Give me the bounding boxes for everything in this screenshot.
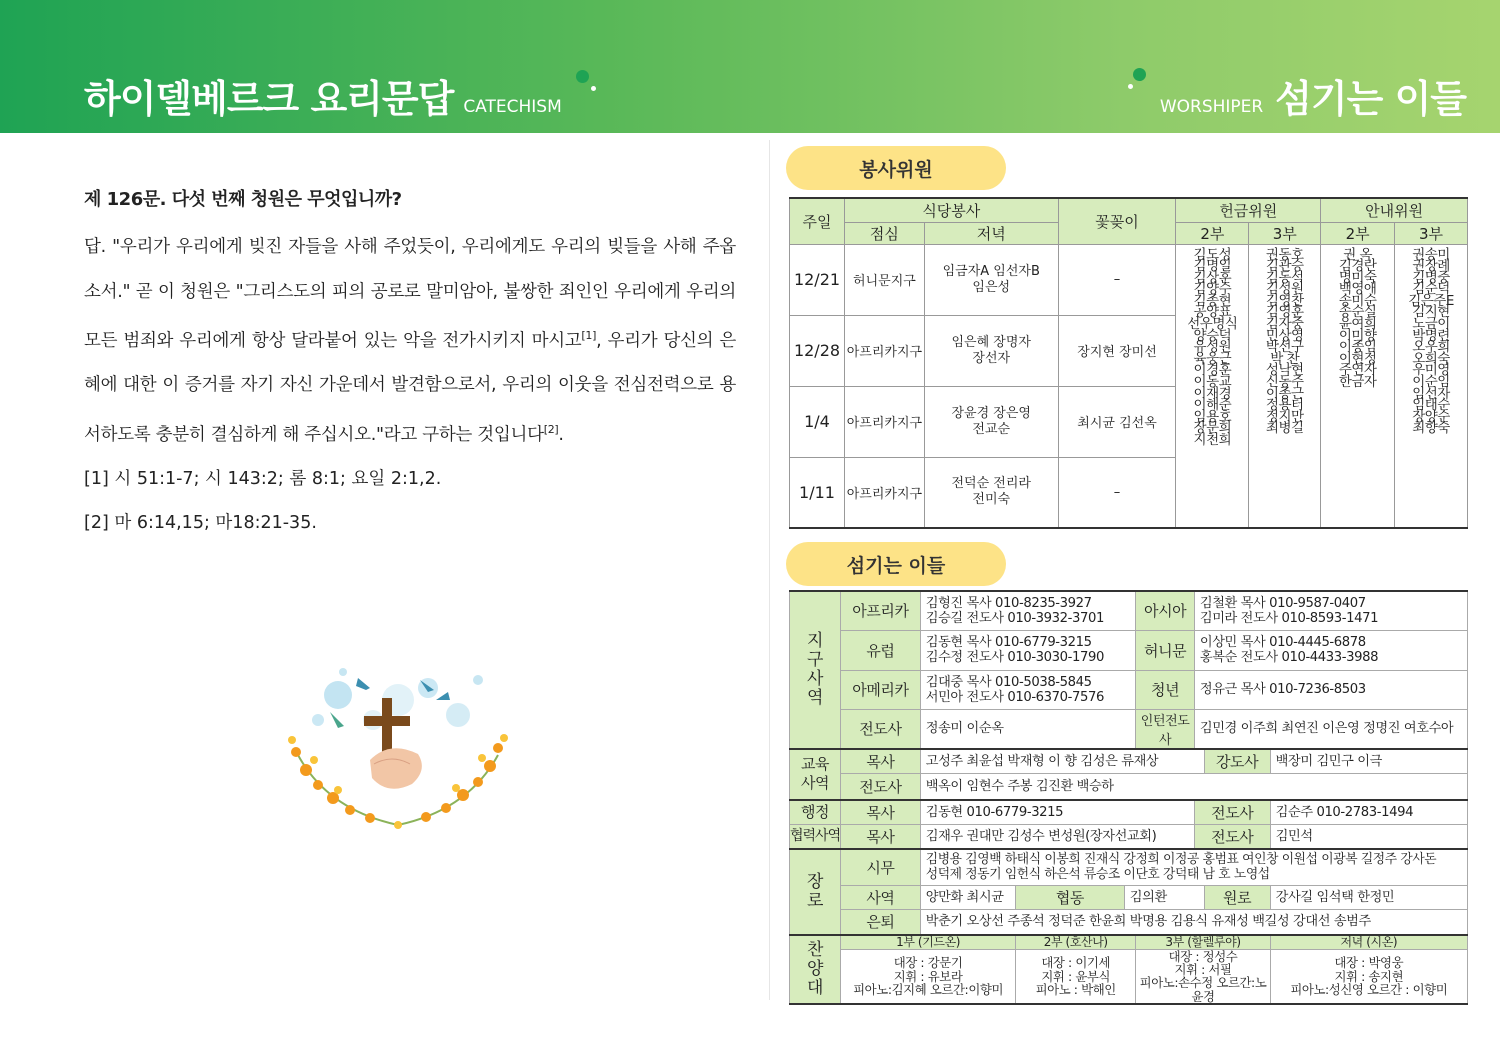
evangelist-label: 전도사	[841, 709, 921, 749]
africa-contact-1: 김형진 목사 010-8235-3927	[925, 595, 1092, 611]
row-lunch: 아프리카지구	[844, 315, 924, 386]
choir-4-name: 저녁 (시온)	[1270, 935, 1467, 950]
offering-3bu-names: 권동호 김관승 김동석 김성원 김영찬 김영훈 김자중 민상영 박선구 박 찬 성낙현 신동주 이종근 정용터 정지만 최병길	[1249, 244, 1321, 528]
edu-label-text: 교육사역	[800, 755, 830, 792]
admin-pastor-contact: 김동현 010-6779-3215	[920, 800, 1194, 825]
header-week: 주일	[790, 198, 845, 244]
district-label-text: 지구사역	[807, 630, 824, 708]
choir-2-name: 2부 (호산나)	[1016, 935, 1136, 950]
active-elder-line-2: 성덕제 정동기 임헌식 하은석 류승조 이단호 강덕태 남 호 노영섭	[925, 867, 1270, 883]
row-dinner: 임금자A 임선자B 임은성	[924, 244, 1058, 315]
usher-2bu-names: 권 옥 김경란 명미숙 백영애 송미순 송순실 윤여희 이미향 이종임 이현정 주연자 한금자	[1321, 244, 1395, 528]
choir-1-body: 대장 : 강문기 지휘 : 유보라 피아노:김지혜 오르간:이향미	[841, 949, 1016, 1004]
intern-names: 김민경 이주희 최연진 이은영 정명진 여호수아	[1194, 709, 1467, 749]
row-flower: –	[1058, 244, 1176, 315]
america-contact-2: 서민아 전도사 010-6370-7576	[925, 689, 1104, 705]
europe-contact-2: 김수정 전도사 010-3030-1790	[925, 650, 1104, 665]
asia-label: 아시아	[1136, 591, 1194, 630]
catechism-section	[84, 185, 736, 545]
edu-pastor-label: 목사	[841, 749, 921, 774]
catechism-title: 하이델베르크 요리문답	[84, 77, 454, 121]
header-dinner: 저녁	[924, 222, 1058, 244]
worshiper-header	[1160, 68, 1466, 123]
table-row	[790, 244, 1468, 315]
america-label: 아메리카	[841, 670, 921, 709]
row-flower: 장지현 장미선	[1058, 315, 1176, 386]
honeymoon-contact-1: 이상민 목사 010-4445-6878	[1199, 635, 1366, 650]
row-flower: 최시균 김선옥	[1058, 386, 1176, 457]
header-usher: 안내위원	[1321, 198, 1468, 222]
volunteers-table	[789, 197, 1468, 529]
africa-contacts	[920, 591, 1136, 630]
elder-label	[790, 849, 841, 935]
row-date: 12/21	[790, 244, 845, 315]
offering-2bu-names: 김도성 김명일 김상훈 김양수 김종현 공양표 선우명식 양승덕 유성원 육웅근 이경훈 이동교 이재경 이해준 임용호 장문희 지천희	[1176, 244, 1249, 528]
youth-label: 청년	[1136, 670, 1194, 709]
asia-contact-2: 김미라 전도사 010-8593-1471	[1199, 610, 1379, 626]
white-dot-icon	[591, 86, 596, 91]
reference-2: [2] 마 6:14,15; 마18:21-35.	[84, 513, 317, 534]
emeritus-elder-label: 원로	[1204, 886, 1270, 910]
coop-pastor-label: 목사	[841, 825, 921, 849]
america-contact-1: 김대중 목사 010-5038-5845	[925, 674, 1092, 690]
coop-pastor-names: 김재우 권대만 김성수 변성원(장자선교회)	[920, 825, 1194, 849]
europe-contacts	[920, 630, 1136, 670]
europe-label: 유럽	[841, 630, 921, 670]
choir-3-body: 대장 : 정성수 지휘 : 서필 피아노:손수정 오르간:노윤경	[1136, 949, 1270, 1004]
edu-evangelist-names: 백옥이 임현수 주봉 김진환 백승하	[920, 774, 1467, 800]
active-elder-line-1: 김병용 김영백 하태식 이봉희 진재식 강정희 이정공 홍범표 여인창 이원섭 이광복 길정주 강사돈	[925, 852, 1437, 868]
choir-2-body: 대장 : 이기세 지휘 : 윤부식 피아노 : 박해인	[1016, 949, 1136, 1004]
africa-contact-2: 김승길 전도사 010-3932-3701	[925, 610, 1104, 626]
worshiper-title: 섬기는 이들	[1275, 77, 1466, 121]
header-offering-2bu: 2부	[1176, 222, 1249, 244]
row-date: 12/28	[790, 315, 845, 386]
ministry-elder-label: 사역	[841, 886, 921, 910]
row-dinner: 전덕순 전리라 전미숙	[924, 457, 1058, 528]
header-usher-3bu: 3부	[1395, 222, 1468, 244]
assoc-elder-names: 김의환	[1124, 886, 1204, 910]
lecturer-names: 백장미 김민구 이극	[1270, 749, 1467, 774]
lecturer-label: 강도사	[1204, 749, 1270, 774]
green-dot-icon	[576, 70, 589, 83]
catechism-question: 제 126문. 다섯 번째 청원은 무엇입니까?	[84, 189, 402, 210]
footnote-mark-1: [1]	[581, 329, 597, 342]
evangelist-names: 정송미 이순옥	[920, 709, 1136, 749]
header-lunch: 점심	[844, 222, 924, 244]
ministry-elder-names: 양만화 최시균	[920, 886, 1015, 910]
honeymoon-label: 허니문	[1136, 630, 1194, 670]
row-flower: –	[1058, 457, 1176, 528]
youth-contact: 정유근 목사 010-7236-8503	[1194, 670, 1467, 709]
edu-label	[790, 749, 841, 800]
cross-hands-illustration	[278, 660, 518, 830]
header-flower: 꽃꽂이	[1058, 198, 1176, 244]
asia-contact-1: 김철환 목사 010-9587-0407	[1199, 595, 1366, 611]
answer-part-2: , 우리가 당신의 은혜에 대한 이 증거를 자기 자신 가운데서 발견함으로서, 우리의 이웃을 전심전력으로 용서하도록 충분히 결심하게 해 주십시오."라고 구하는 것입니다	[84, 330, 736, 445]
green-dot-icon	[1133, 68, 1146, 81]
volunteers-title: 봉사위원	[786, 146, 1006, 190]
intern-label: 인턴전도사	[1136, 709, 1194, 749]
elder-label-text: 장로	[807, 871, 824, 911]
edu-evangelist-label: 전도사	[841, 774, 921, 800]
column-divider	[769, 140, 770, 1000]
row-date: 1/4	[790, 386, 845, 457]
worshiper-subtitle: WORSHIPER	[1159, 97, 1264, 117]
honeymoon-contact-2: 홍복순 전도사 010-4433-3988	[1199, 650, 1379, 665]
header-offering-3bu: 3부	[1249, 222, 1321, 244]
header-usher-2bu: 2부	[1321, 222, 1395, 244]
admin-evangelist-contact: 김순주 010-2783-1494	[1270, 800, 1467, 825]
active-elder-label: 시무	[841, 849, 921, 886]
reference-1: [1] 시 51:1-7; 시 143:2; 롬 8:1; 요일 2:1,2.	[84, 469, 442, 490]
active-elder-names	[920, 849, 1467, 886]
admin-label: 행정	[790, 800, 841, 825]
retired-elder-names: 박춘기 오상선 주종석 정덕준 한윤희 박명용 김용식 유재성 백길성 강대선 송범주	[920, 910, 1467, 935]
district-label	[790, 591, 841, 749]
usher-3bu-names: 권송미 권장례 김명중 김순덕 김은주E 김지현 노금이 박명련 오우희 오희숙 우미영 이순임 임선자 임태순 장양순 최향숙	[1395, 244, 1468, 528]
edu-pastor-names: 고성주 최윤섭 박재형 이 향 김성은 류재상	[920, 749, 1204, 774]
header-offering: 헌금위원	[1176, 198, 1321, 222]
row-dinner: 임은혜 장명자 장선자	[924, 315, 1058, 386]
choir-label-text: 찬양대	[807, 939, 824, 998]
coop-evangelist-label: 전도사	[1194, 825, 1270, 849]
admin-pastor-label: 목사	[841, 800, 921, 825]
choir-4-body: 대장 : 박영웅 지휘 : 송지현 피아노:성신영 오르간 : 이향미	[1270, 949, 1467, 1004]
page-header	[0, 0, 1500, 133]
africa-label: 아프리카	[841, 591, 921, 630]
coop-label: 협력사역	[790, 825, 841, 849]
assoc-elder-label: 협동	[1016, 886, 1125, 910]
choir-label	[790, 935, 841, 1005]
servers-title: 섬기는 이들	[786, 542, 1006, 586]
asia-contacts	[1194, 591, 1467, 630]
admin-evangelist-label: 전도사	[1194, 800, 1270, 825]
answer-part-3: .	[558, 424, 564, 445]
catechism-answer	[84, 225, 736, 457]
footnote-mark-2: [2]	[543, 422, 559, 436]
emeritus-elder-names: 강사길 임석택 한정민	[1270, 886, 1467, 910]
row-date: 1/11	[790, 457, 845, 528]
white-dot-icon	[1128, 84, 1133, 89]
row-lunch: 허니문지구	[844, 244, 924, 315]
row-dinner: 장윤경 장은영 전교순	[924, 386, 1058, 457]
choir-3-name: 3부 (할렐루야)	[1136, 935, 1270, 950]
catechism-header	[84, 68, 562, 123]
honeymoon-contacts	[1194, 630, 1467, 670]
choir-1-name: 1부 (기드온)	[841, 935, 1016, 950]
america-contacts	[920, 670, 1136, 709]
servers-table	[789, 590, 1468, 1005]
answer-part-1: 답. "우리가 우리에게 빚진 자들을 사해 주었듯이, 우리에게도 우리의 빚들을 사해 주옵소서." 곧 이 청원은 "그리스도의 피의 공로로 말미암아, 불쌍한 죄인인 우리에게 우리의 모든 범죄와 우리에게 항상 달라붙어 있는 악을 전가시키지 마시고	[84, 237, 736, 351]
catechism-subtitle: CATECHISM	[463, 97, 562, 117]
header-meal: 식당봉사	[844, 198, 1058, 222]
coop-evangelist-names: 김민석	[1270, 825, 1467, 849]
row-lunch: 아프리카지구	[844, 386, 924, 457]
row-lunch: 아프리카지구	[844, 457, 924, 528]
retired-elder-label: 은퇴	[841, 910, 921, 935]
europe-contact-1: 김동현 목사 010-6779-3215	[925, 635, 1092, 650]
